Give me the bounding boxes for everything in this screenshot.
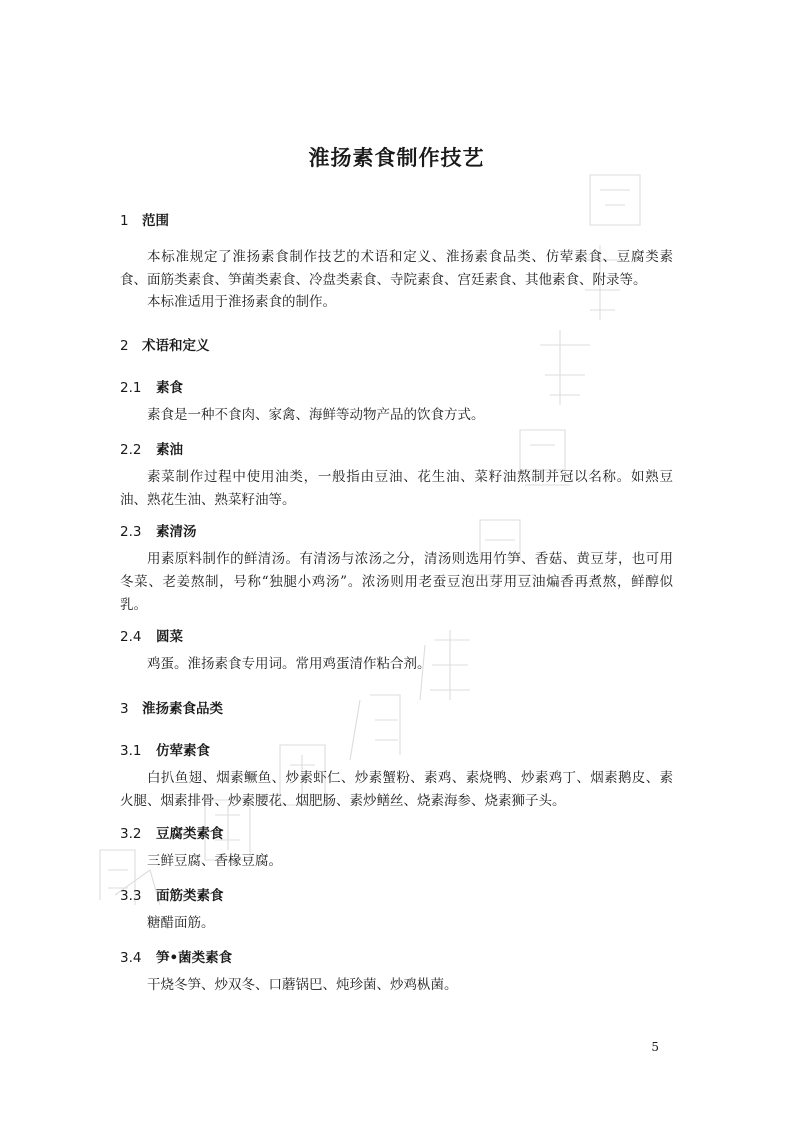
category-text-3-4: 干烧冬笋、炒双冬、口蘑锅巴、炖珍菌、炒鸡枞菌。 <box>147 977 458 993</box>
category-text-3-2: 三鲜豆腐、香椽豆腐。 <box>147 853 282 869</box>
term-text-2-2: 素菜制作过程中使用油类，一般指由豆油、花生油、菜籽油熬制并冠以名称。如熟豆油、熟花生油、熟菜籽油等。 <box>120 469 673 508</box>
term-heading-2-2: 2.2 素油 <box>120 442 183 458</box>
scope-paragraph-2: 本标准适用于淮扬素食的制作。 <box>147 294 336 310</box>
category-text-3-3: 糖醋面筋。 <box>147 915 215 931</box>
category-heading-3-1: 3.1 仿荤素食 <box>120 743 210 759</box>
category-heading-3-4: 3.4 笋•菌类素食 <box>120 950 233 966</box>
category-heading-3-2: 3.2 豆腐类素食 <box>120 826 224 842</box>
term-heading-2-4: 2.4 圆菜 <box>120 629 183 645</box>
term-text-2-3: 用素原料制作的鲜清汤。有清汤与浓汤之分，清汤则选用竹笋、香菇、黄豆芽，也可用冬菜、老姜熬制，号称“独腿小鸡汤”。浓汤则用老蚕豆泡出芽用豆油煸香再煮熬，鲜醇似乳。 <box>120 551 673 613</box>
section-heading-1: 1 范围 <box>120 213 169 229</box>
term-text-2-1: 素食是一种不食肉、家禽、海鲜等动物产品的饮食方式。 <box>147 407 485 423</box>
category-text-3-1: 白扒鱼翅、烟素鳜鱼、炒素虾仁、炒素蟹粉、素鸡、素烧鸭、炒素鸡丁、烟素鹅皮、素火腿、烟素排骨、炒素腰花、烟肥肠、素炒鳝丝、烧素海参、烧素狮子头。 <box>120 770 673 809</box>
term-heading-2-1: 2.1 素食 <box>120 380 183 396</box>
scope-paragraph-1: 本标准规定了淮扬素食制作技艺的术语和定义、淮扬素食品类、仿荤素食、豆腐类素食、面筋类素食、笋菌类素食、冷盘类素食、寺院素食、宫廷素食、其他素食、附录等。 <box>120 249 673 288</box>
document-title: 淮扬素食制作技艺 <box>308 146 485 170</box>
term-text-2-4: 鸡蛋。淮扬素食专用词。常用鸡蛋清作粘合剂。 <box>147 656 431 672</box>
term-heading-2-3: 2.3 素清汤 <box>120 524 197 540</box>
page-number: 5 <box>651 1040 659 1054</box>
section-heading-3: 3 淮扬素食品类 <box>120 701 223 717</box>
category-heading-3-3: 3.3 面筋类素食 <box>120 888 224 904</box>
section-heading-2: 2 术语和定义 <box>120 338 210 354</box>
